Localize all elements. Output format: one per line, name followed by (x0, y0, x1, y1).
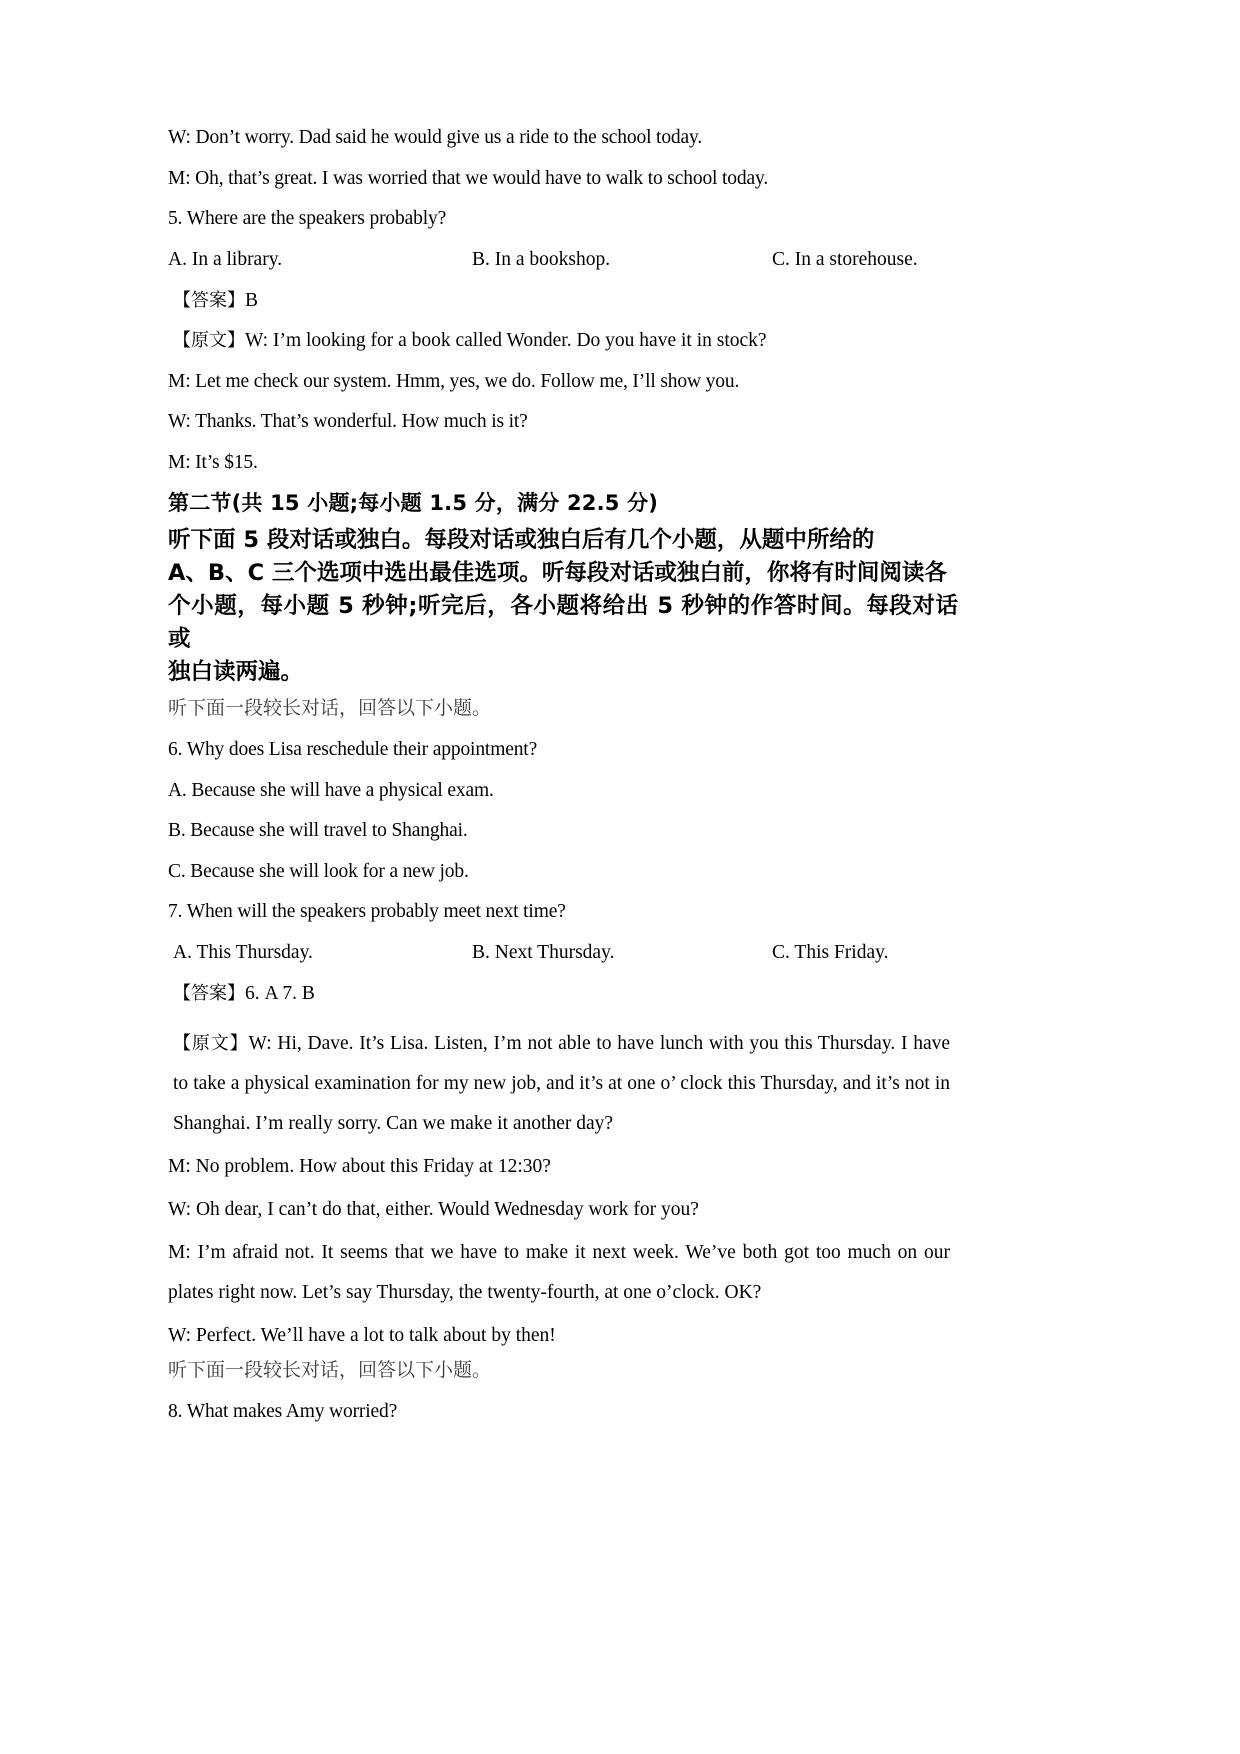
transcript-line-w1: W: Don’t worry. Dad said he would give us a ride to the school today. (168, 127, 703, 148)
question-67-script-paragraph-1 (168, 1024, 950, 1144)
transcript-line-m1: M: Oh, that’s great. I was worried that we would have to walk to school today. (168, 167, 769, 189)
section-instruction (168, 524, 958, 689)
question-67-script-paragraph-2: M: No problem. How about this Friday at 12:30? (168, 1156, 551, 1177)
question-5-option-c: C. In a storehouse. (772, 248, 918, 270)
section-instruction-line-4: 独白读两遍。 (168, 659, 304, 685)
question-5-stem: 5. Where are the speakers probably? (168, 208, 447, 229)
question-7-option-c: C. This Friday. (772, 941, 889, 963)
answer-label: 【答案】 (173, 982, 245, 1004)
question-6-option-b: B. Because she will travel to Shanghai. (168, 820, 468, 841)
question-6-option-c: C. Because she will look for a new job. (168, 860, 469, 882)
document-body (168, 127, 958, 1443)
answer-value: B (245, 289, 259, 311)
question-67-script-paragraph-4: M: I’m afraid not. It seems that we have to make it next week. We’ve both got too much on our plates right now. Let’s say Thursday, the twenty-fourth, at one o’clock. OK? (168, 1242, 950, 1303)
script-text: W: I’m looking for a book called Wonder. Do you have it in stock? (245, 330, 767, 351)
question-5-script-line-2: M: Let me check our system. Hmm, yes, we do. Follow me, I’ll show you. (168, 370, 740, 392)
section-instruction-line-1: 听下面 5 段对话或独白。每段对话或独白后有几个小题，从题中所给的 (168, 527, 875, 553)
question-7-stem: 7. When will the speakers probably meet next time? (168, 901, 566, 922)
question-7-option-b: B. Next Thursday. (472, 941, 615, 963)
question-5-script-line-3: W: Thanks. That’s wonderful. How much is it? (168, 411, 528, 432)
script-text: W: Hi, Dave. It’s Lisa. Listen, I’m not able to have lunch with you this Thursday. I have to take a physical examination for my new job, and it’s at one o’ clock this Thursday, and it’s not in Shanghai. I’m really sorry. Can we make it another day? (173, 1033, 951, 1134)
sub-instruction-2: 听下面一段较长对话，回答以下小题。 (168, 1359, 492, 1381)
question-7-option-a: A. This Thursday. (173, 941, 313, 963)
question-5-option-a: A. In a library. (168, 248, 283, 270)
script-label: 【原文】 (173, 1033, 249, 1054)
section-heading: 第二节(共 15 小题;每小题 1.5 分，满分 22.5 分) (168, 491, 659, 515)
question-5-script-line-1 (168, 331, 950, 351)
question-67-answer (168, 984, 950, 1004)
question-5-answer (168, 291, 950, 311)
question-6-option-a: A. Because she will have a physical exam. (168, 779, 494, 801)
question-67-script-paragraph-3: W: Oh dear, I can’t do that, either. Would Wednesday work for you? (168, 1199, 699, 1220)
script-label: 【原文】 (173, 330, 245, 351)
answer-value: 6. A 7. B (245, 982, 315, 1004)
question-5-script-line-4: M: It’s $15. (168, 451, 258, 473)
section-instruction-line-3: 个小题，每小题 5 秒钟;听完后，各小题将给出 5 秒钟的作答时间。每段对话或 (168, 593, 958, 652)
section-instruction-line-2: A、B、C 三个选项中选出最佳选项。听每段对话或独白前，你将有时间阅读各 (168, 560, 947, 586)
question-67-script-paragraph-5: W: Perfect. We’ll have a lot to talk about by then! (168, 1325, 556, 1346)
sub-instruction-1: 听下面一段较长对话，回答以下小题。 (168, 697, 492, 719)
question-6-stem: 6. Why does Lisa reschedule their appointment? (168, 739, 538, 760)
answer-label: 【答案】 (173, 289, 245, 311)
question-8-stem: 8. What makes Amy worried? (168, 1401, 398, 1422)
question-7-options (168, 943, 950, 963)
question-5-options (168, 250, 950, 270)
question-5-option-b: B. In a bookshop. (472, 248, 611, 270)
